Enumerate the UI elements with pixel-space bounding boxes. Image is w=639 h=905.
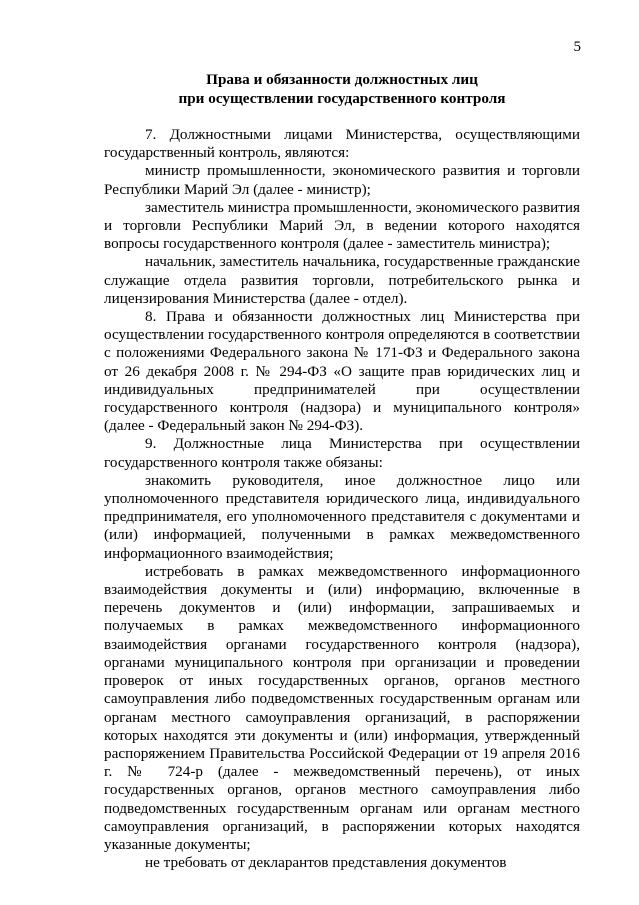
paragraph-item-7: 7. Должностными лицами Министерства, осуществляющими государственный контроль, являются: (104, 126, 580, 162)
paragraph-minister: министр промышленности, экономического развития и торговли Республики Марий Эл (далее - министр); (104, 162, 580, 198)
paragraph-item-9: 9. Должностные лица Министерства при осуществлении государственного контроля также обязаны: (104, 435, 580, 471)
paragraph-deputy-minister: заместитель министра промышленности, экономического развития и торговли Республики Марий Эл, в ведении которого находятся вопросы государственного контроля (далее - заместитель министра); (104, 198, 580, 253)
section-heading-line-2: при осуществлении государственного контроля (178, 90, 506, 107)
paragraph-not-require: не требовать от декларантов представления документов (145, 854, 507, 872)
section-heading (104, 70, 580, 108)
paragraph-department: начальник, заместитель начальника, государственные гражданские служащие отдела развития торговли, потребительского рынка и лицензирования Министерства (далее - отдел). (104, 253, 580, 307)
paragraph-acquaint: знакомить руководителя, иное должностное лицо или уполномоченного представителя юридического лица, индивидуального предпринимателя, его уполномоченного представителя с документами и (или) информацией, полученными в рамках межведомственного информационного взаимодействия; (104, 471, 580, 562)
paragraph-request: истребовать в рамках межведомственного информационного взаимодействия документы и (или) информацию, включенные в перечень документов и (или) информации, запрашиваемых и получаемых в рамках межведомственного информационного взаимодействия органами государственного контроля (надзора), органами муниципального контроля при организации и проведении проверок от иных государственных органов, органов местного самоуправления либо подведомственных государственным органам или органам местного самоуправления организаций, в распоряжении которых находятся эти документы и (или) информация, утвержденный распоряжением Правительства Российской Федерации от 19 апреля 2016 г. № 724-р (далее - межведомственный перечень), от иных государственных органов, органов местного самоуправления либо подведомственных государственным органам или органам местного самоуправления организаций, в распоряжении которых находятся указанные документы; (104, 562, 580, 853)
section-heading-line-1: Права и обязанности должностных лиц (206, 71, 478, 88)
document-body (104, 126, 580, 872)
paragraph-item-8: 8. Права и обязанности должностных лиц Министерства при осуществлении государственного контроля определяются в соответствии с положениями Федерального закона № 171-ФЗ и Федерального закона от 26 декабря 2008 г. № 294-ФЗ «О защите прав юридических лиц и индивидуальных предпринимателей при осуществлении государственного контроля (надзора) и муниципального контроля» (далее - Федеральный закон № 294-ФЗ). (104, 308, 580, 435)
page-number: 5 (573, 39, 581, 55)
